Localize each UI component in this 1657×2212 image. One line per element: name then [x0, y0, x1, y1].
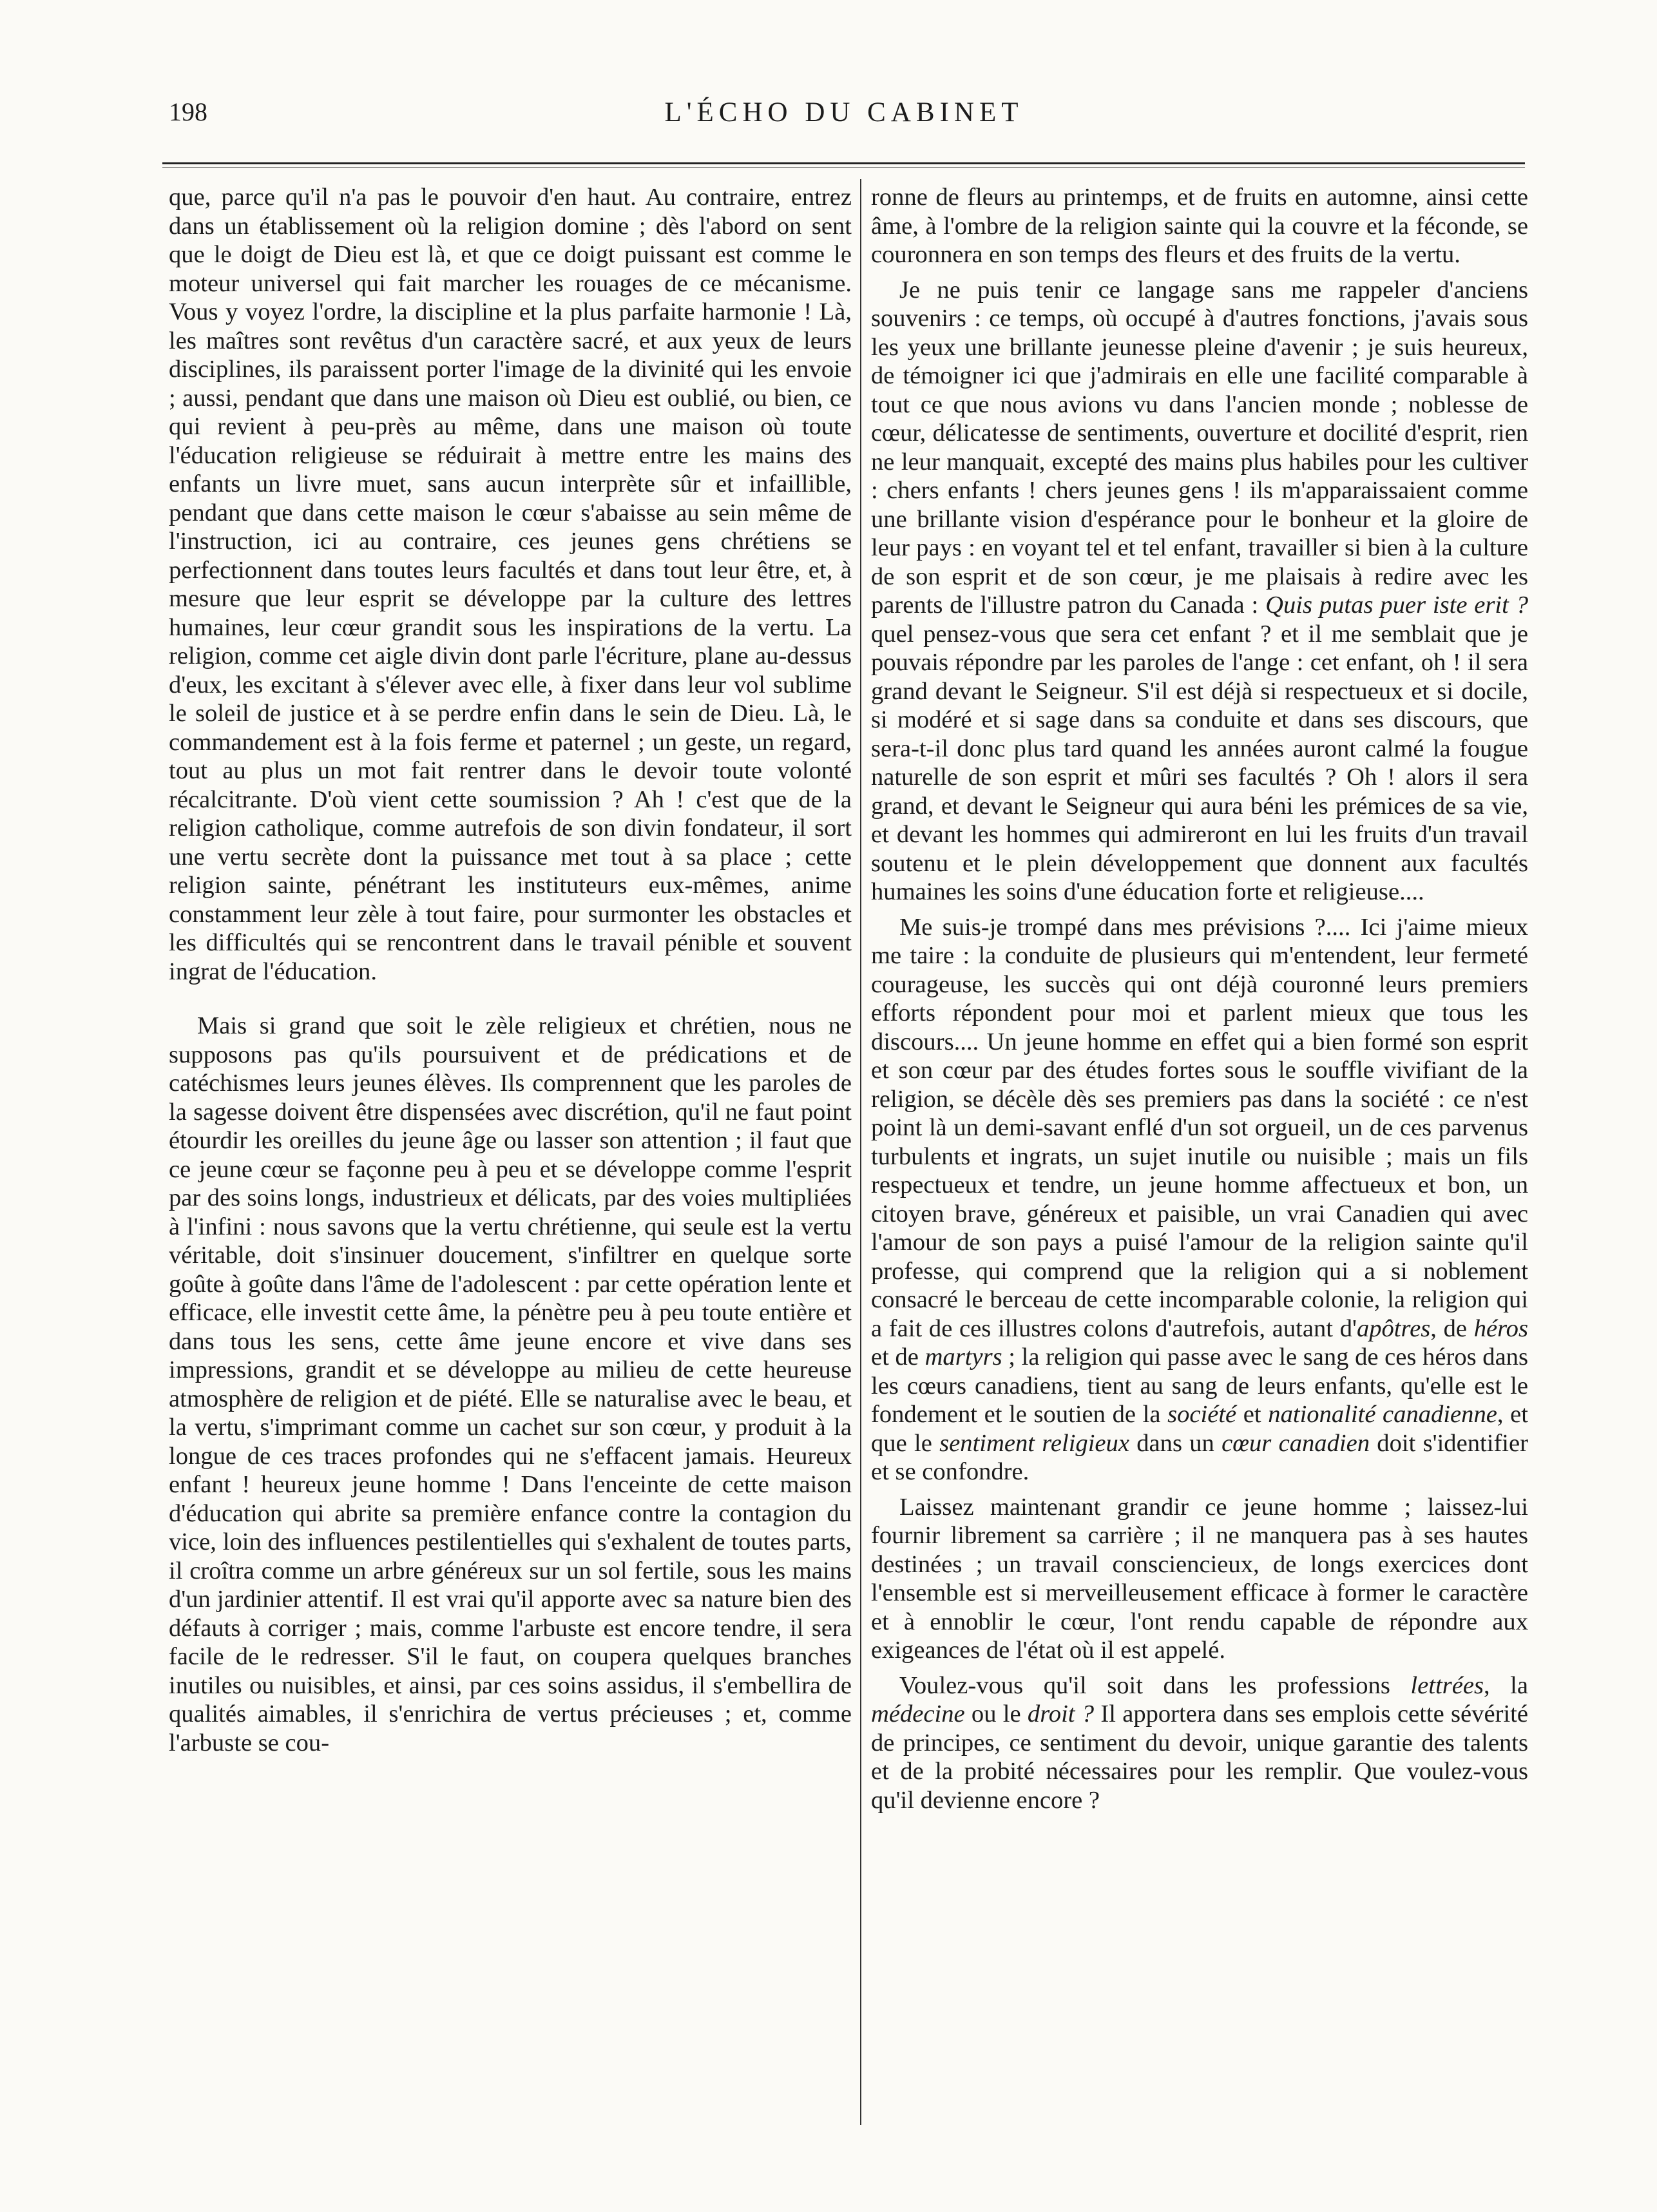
- running-title: L'ÉCHO DU CABINET: [664, 97, 1024, 128]
- paragraph: ronne de fleurs au printemps, et de fruits en automne, ainsi cette âme, à l'ombre de la religion sainte qui la couvre et la féconde, se couronnera en son temps des fleurs et des fruits de la vertu.: [871, 184, 1528, 268]
- page-header: [161, 97, 1527, 135]
- emphasis: martyrs: [924, 1343, 1002, 1370]
- emphasis: héros: [1473, 1314, 1528, 1342]
- latin-quote: Quis putas puer iste erit ?: [1265, 591, 1528, 619]
- paragraph-text: , la: [1483, 1671, 1528, 1699]
- emphasis: nationalité canadienne: [1268, 1401, 1497, 1428]
- emphasis: société: [1167, 1401, 1237, 1428]
- emphasis: sentiment religieux: [939, 1429, 1129, 1457]
- paragraph: [871, 1671, 1528, 1815]
- emphasis: lettrées: [1410, 1671, 1484, 1699]
- emphasis: cœur canadien: [1221, 1429, 1370, 1457]
- emphasis: apôtres: [1356, 1314, 1431, 1342]
- paragraph-text: et de: [871, 1343, 925, 1370]
- paragraph-text: , de: [1430, 1314, 1474, 1342]
- right-column: [871, 183, 1528, 2116]
- column-divider: [860, 179, 861, 2125]
- paragraph-text: Voulez-vous qu'il soit dans les professions: [899, 1671, 1411, 1699]
- paragraph-text: Je ne puis tenir ce langage sans me rappeler d'anciens souvenirs : ce temps, où occupé à d'autres fonctions, j'avais sous les yeux une brillante jeunesse pleine d'avenir ; je suis heureux, de témoigner ici que j'admirais en elle une facilité comparable à tout ce que nous avions vu dans l'ancien monde ; noblesse de cœur, délicatesse de sentiments, ouverture et docilité d'esprit, rien ne leur manquait, excepté des mains plus habiles pour les cultiver : chers enfants ! chers jeunes gens ! ils m'apparaissaient comme une brillante vision d'espérance pour le bonheur et la gloire de leur pays : en voyant tel et tel enfant, travailler si bien à la culture de son esprit et de son cœur, je me plaisais à redire avec les parents de l'illustre patron du Canada :: [871, 276, 1528, 619]
- emphasis: droit ?: [1027, 1700, 1095, 1727]
- paragraph: que, parce qu'il n'a pas le pouvoir d'en haut. Au contraire, entrez dans un établissement où la religion domine ; dès l'abord on sent que le doigt de Dieu est là, et que ce doigt puissant est comme le moteur universel qui fait marcher les rouages de ce mécanisme. Vous y voyez l'ordre, la discipline et la plus parfaite harmonie ! Là, les maîtres sont revêtus d'un caractère sacré, et aux yeux de leurs disciplines, ils paraissent porter l'image de la divinité qui les envoie ; aussi, pendant que dans une maison où Dieu est oublié, ou bien, ce qui revient à peu-près au même, dans une maison où toute l'éducation religieuse se réduirait à mettre entre les mains des enfants un livre muet, sans aucun interprète sûr et infaillible, pendant que dans cette maison le cœur s'abaisse au sein même de l'instruction, ici au contraire, ces jeunes gens chrétiens se perfectionnent dans toutes leurs facultés et dans tout leur être, et, à mesure que leur esprit se développe par la culture des lettres humaines, leur cœur grandit sous les inspirations de la vertu. La religion, comme cet aigle divin dont parle l'écriture, plane au-dessus d'eux, les excitant à s'élever avec elle, à fixer dans leur vol sublime le soleil de justice et à se perdre enfin dans le sein de Dieu. Là, le commandement est à la fois ferme et paternel ; un geste, un regard, tout au plus un mot fait rentrer dans le devoir toute volonté récalcitrante. D'où vient cette soumission ? Ah ! c'est que de la religion catholique, comme autrefois de son divin fondateur, il sort une vertu secrète dont la puissance met tout à sa place ; cette religion sainte, pénétrant les instituteurs eux-mêmes, anime constamment leur zèle à tout faire, pour surmonter les obstacles et les difficultés qui se rencontrent dans le travail pénible et souvent ingrat de l'éducation.: [169, 184, 852, 985]
- paragraph-text: dans un: [1129, 1429, 1222, 1457]
- paragraph-text: doit s'identifier et se confondre.: [871, 1429, 1528, 1485]
- paragraph-text: Me suis-je trompé dans mes prévisions ?.... Ici j'aime mieux me taire : la conduite de plusieurs qui m'entendent, leur fermeté courageuse, les succès qui ont déjà couronné leurs premiers efforts répondent pour moi et parlent mieux que tous les discours.... Un jeune homme en effet qui a bien formé son esprit et son cœur par des études fortes sous le souffle vivifiant de la religion, se décèle dès ses premiers pas dans la société : ce n'est point là un demi-savant enflé d'un sot orgueil, un de ces parvenus turbulents et ingrats, un sujet inutile ou nuisible ; mais un fils respectueux et tendre, un jeune homme affectueux et bon, un citoyen brave, généreux et paisible, un vrai Canadien qui avec l'amour de son pays a puisé l'amour de la religion sainte qu'il professe, qui comprend que la religion qui a si noblement consacré le berceau de cette incomparable colonie, la religion qui a fait de ces illustres colons d'autrefois, autant d': [871, 913, 1528, 1342]
- paragraph: Mais si grand que soit le zèle religieux et chrétien, nous ne supposons pas qu'ils poursuivent et de prédications et de catéchismes leurs jeunes élèves. Ils comprennent que les paroles de la sagesse doivent être dispensées avec discrétion, qu'il ne faut point étourdir les oreilles du jeune âge ou lasser son attention ; il faut que ce jeune cœur se façonne peu à peu et se développe comme l'esprit par des soins longs, industrieux et délicats, par des voies multipliées à l'infini : nous savons que la vertu chrétienne, qui seule est la vertu véritable, doit s'insinuer doucement, s'infiltrer en quelque sorte goûte à goûte dans l'âme de l'adolescent : par cette opération lente et efficace, elle investit cette âme, la pénètre peu à peu toute entière et dans tous les sens, cette âme jeune encore et vive dans ses impressions, grandit et se développe au milieu de cette heureuse atmosphère de religion et de piété. Elle se naturalise avec le beau, et la vertu, s'imprimant comme un cachet sur son cœur, y produit à la longue de ces traces profondes qui ne s'effacent jamais. Heureux enfant ! heureux jeune homme ! Dans l'enceinte de cette maison d'éducation qui abrite sa première enfance contre la contagion du vice, loin des influences pestilentielles qui s'exhalent de toutes parts, il croîtra comme un arbre généreux sur un sol fertile, sous les mains d'un jardinier attentif. Il est vrai qu'il apporte avec sa nature bien des défauts à corriger ; mais, comme l'arbuste est encore tendre, il sera facile de le redresser. S'il le faut, on coupera quelques branches inutiles ou nuisibles, et ainsi, par ces soins assidus, il s'embellira de qualités aimables, il s'enrichira de vertus précieuses ; et, comme l'arbuste se cou-: [169, 1012, 852, 1756]
- paragraph-text: Il apportera dans ses emplois cette sévérité de principes, ce sentiment du devoir, unique garantie des talents et de la probité nécessaires pour les remplir. Que voulez-vous qu'il devienne encore ?: [871, 1700, 1528, 1814]
- paragraph-text: ; la religion qui passe avec le sang de ces héros dans les cœurs canadiens, tient au sang de leurs enfants, qu'elle est le fondement et le soutien de la: [871, 1343, 1528, 1428]
- paragraph: [871, 913, 1528, 1486]
- paragraph-text: , et que le: [871, 1401, 1528, 1457]
- paragraph-text: quel pensez-vous que sera cet enfant ? et il me semblait que je pouvais répondre par les paroles de l'ange : cet enfant, oh ! il sera grand devant le Seigneur. S'il est déjà si respectueux et si docile, si modéré et si sage dans sa conduite et dans ses discours, que sera-t-il donc plus tard quand les années auront calmé la fougue naturelle de son esprit et mûri ses facultés ? Oh ! alors il sera grand, et devant le Seigneur qui aura béni les prémices de sa vie, et devant les hommes qui admireront en lui les fruits d'un travail soutenu et le plein développement que donnent aux facultés humaines les soins d'une éducation forte et religieuse....: [871, 620, 1528, 905]
- paragraph: Laissez maintenant grandir ce jeune homme ; laissez-lui fournir librement sa carrière ; il ne manquera pas à ses hautes destinées ; un travail consciencieux, de longs exercices dont l'ensemble est si merveilleusement efficace à former le caractère et à ennoblir le cœur, l'ont rendu capable de répondre aux exigeances de l'état où il est appelé.: [871, 1493, 1528, 1664]
- paragraph-text: ou le: [964, 1700, 1028, 1727]
- page-number: 198: [169, 97, 207, 126]
- left-column: [169, 183, 852, 2116]
- paragraph-text: et: [1236, 1401, 1269, 1428]
- paragraph: [871, 276, 1528, 907]
- emphasis: médecine: [871, 1700, 965, 1727]
- header-rule: [162, 162, 1525, 164]
